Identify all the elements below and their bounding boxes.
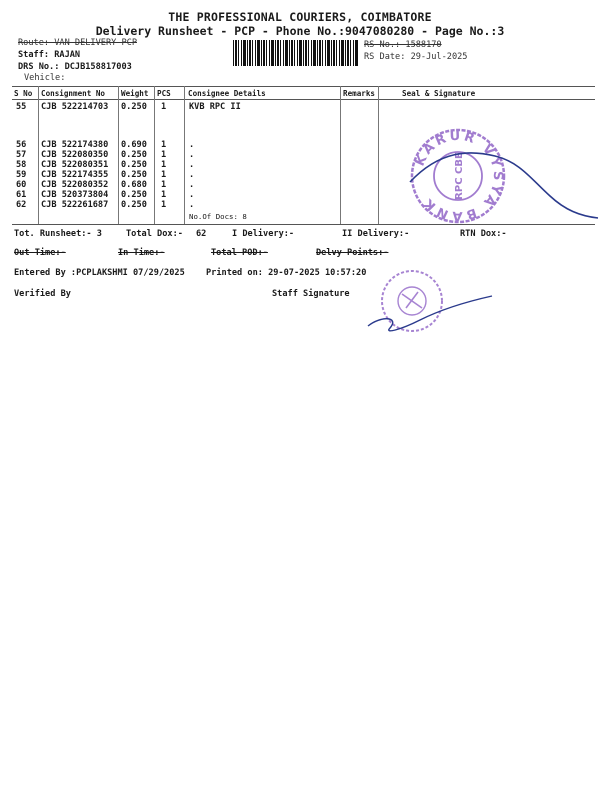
in-time: In Time:- <box>118 248 165 258</box>
row-consignee: . <box>189 200 195 210</box>
col-divider <box>38 86 39 224</box>
row-sno: 61 <box>16 190 27 200</box>
staff-signature-stamp <box>360 268 500 338</box>
row-consignment: CJB 522080351 <box>41 160 109 170</box>
vehicle-label: Vehicle: <box>24 73 66 83</box>
row-pcs: 1 <box>161 160 167 170</box>
row-pcs: 1 <box>161 180 167 190</box>
row-sno: 57 <box>16 150 27 160</box>
col-divider <box>184 86 185 224</box>
staff-signature-label: Staff Signature <box>272 289 350 299</box>
row-consignee: . <box>189 150 195 160</box>
col-header-sno: S No <box>14 89 33 98</box>
row-sno: 62 <box>16 200 27 210</box>
rtn-dox: RTN Dox:- <box>460 229 507 239</box>
row-pcs: 1 <box>161 140 167 150</box>
tot-runsheet: Tot. Runsheet:- 3 <box>14 229 102 239</box>
col-divider <box>378 86 379 224</box>
row-weight: 0.250 <box>121 160 147 170</box>
row-sno: 60 <box>16 180 27 190</box>
stamp-bank-text: KARUR VYSYA BANK <box>412 128 506 224</box>
row-pcs: 1 <box>161 170 167 180</box>
row-consignee: KVB RPC II <box>189 102 241 112</box>
staff-signature-stroke <box>368 296 492 331</box>
row-weight: 0.250 <box>121 190 147 200</box>
total-dox-label: Total Dox:- <box>126 229 183 239</box>
entered-by: Entered By :PCPLAKSHMI 07/29/2025 <box>14 268 185 278</box>
col-header-remarks: Remarks <box>343 89 376 98</box>
row-weight: 0.250 <box>121 200 147 210</box>
row-weight: 0.680 <box>121 180 147 190</box>
col-divider <box>118 86 119 224</box>
row-consignment: CJB 522080350 <box>41 150 109 160</box>
verified-by: Verified By <box>14 289 71 299</box>
drs-number: DRS No.: DCJB158817003 <box>18 62 132 72</box>
row-consignee: . <box>189 160 195 170</box>
route-label: Route: VAN DELIVERY PCP <box>18 38 137 48</box>
row-consignee: . <box>189 170 195 180</box>
total-pod: Total POD:- <box>211 248 268 258</box>
row-pcs: 1 <box>161 200 167 210</box>
delvy-points: Delvy Points:- <box>316 248 389 258</box>
row-sno: 58 <box>16 160 27 170</box>
row-weight: 0.250 <box>121 170 147 180</box>
row-pcs: 1 <box>161 102 167 112</box>
col-header-pcs: PCS <box>157 89 171 98</box>
col-divider <box>154 86 155 224</box>
col-header-weight: Weight <box>121 89 149 98</box>
row-sno: 55 <box>16 102 27 112</box>
col-header-consignee: Consignee Details <box>188 89 266 98</box>
row-pcs: 1 <box>161 190 167 200</box>
barcode <box>233 40 358 66</box>
row-consignee: . <box>189 190 195 200</box>
row-consignment: CJB 522174355 <box>41 170 109 180</box>
i-delivery: I Delivery:- <box>232 229 295 239</box>
row-weight: 0.250 <box>121 102 147 112</box>
row-consignment: CJB 520373804 <box>41 190 109 200</box>
bank-stamp <box>412 129 505 224</box>
company-title: THE PROFESSIONAL COURIERS, COIMBATORE <box>168 10 432 24</box>
rs-date: RS Date: 29-Jul-2025 <box>364 52 468 62</box>
runsheet-subtitle: Delivery Runsheet - PCP - Phone No.:9047080280 - Page No.:3 <box>95 24 505 38</box>
rs-number: RS No.: 1588170 <box>364 40 442 50</box>
row-sno: 56 <box>16 140 27 150</box>
stamp-code: RPC CBE <box>454 152 465 200</box>
row-consignment: CJB 522174380 <box>41 140 109 150</box>
row-weight: 0.690 <box>121 140 147 150</box>
total-dox-value: 62 <box>196 229 207 239</box>
table-header-rule <box>12 99 595 100</box>
col-header-consignment: Consignment No <box>41 89 106 98</box>
small-stamp <box>382 271 442 331</box>
printed-on: Printed on: 29-07-2025 10:57:20 <box>206 268 367 278</box>
table-top-rule <box>12 86 595 87</box>
col-header-seal: Seal & Signature <box>402 89 476 98</box>
bank-stamp-signature <box>400 120 600 230</box>
out-time: Out Time:- <box>14 248 66 258</box>
col-divider <box>340 86 341 224</box>
no-of-docs: No.Of Docs: 8 <box>189 212 247 221</box>
row-sno: 59 <box>16 170 27 180</box>
row-pcs: 1 <box>161 150 167 160</box>
row-consignee: . <box>189 180 195 190</box>
row-consignment: CJB 522080352 <box>41 180 109 190</box>
row-consignment: CJB 522261687 <box>41 200 109 210</box>
row-weight: 0.250 <box>121 150 147 160</box>
row-consignment: CJB 522214703 <box>41 102 109 112</box>
ii-delivery: II Delivery:- <box>342 229 410 239</box>
row-consignee: . <box>189 140 195 150</box>
staff-label: Staff: RAJAN <box>18 50 81 60</box>
